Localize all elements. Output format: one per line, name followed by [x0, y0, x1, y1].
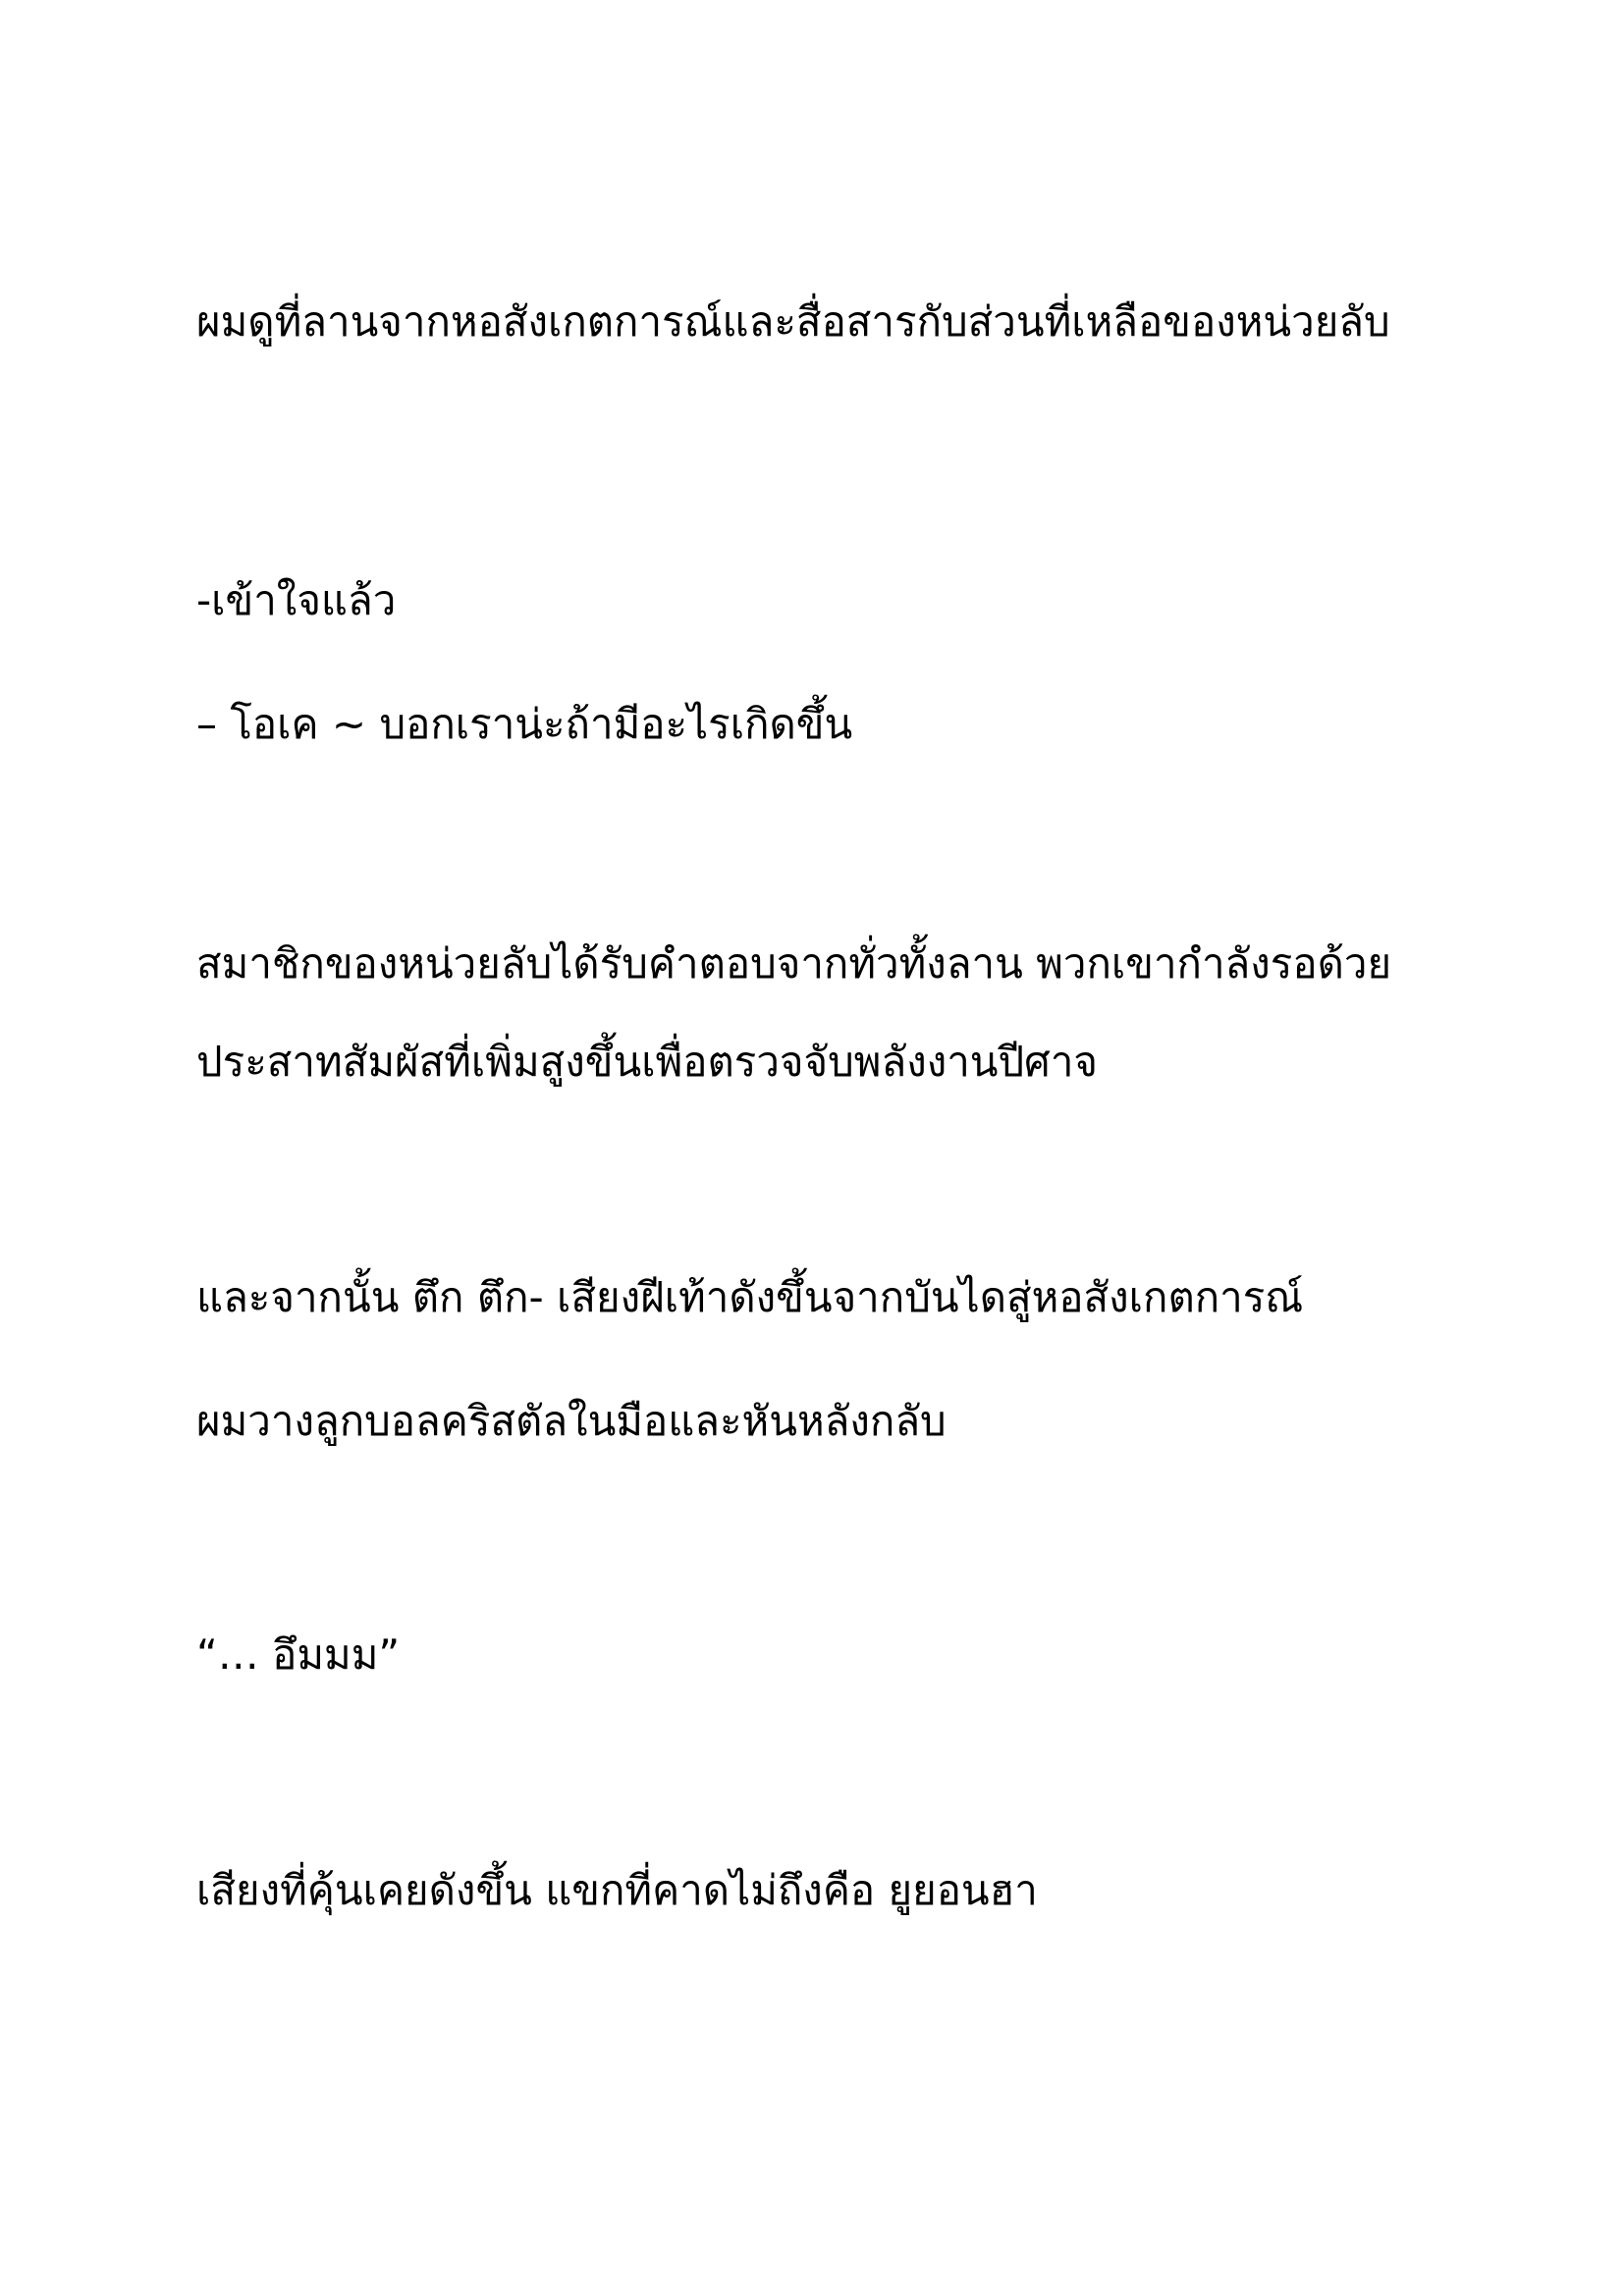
dialogue-line: – โอเค ~ บอกเราน่ะถ้ามีอะไรเกิดขึ้น [196, 700, 853, 748]
paragraph-line: ประสาทสัมผัสที่เพิ่มสูงขึ้นเพื่อตรวจจับพลังงานปีศาจ [196, 1038, 1099, 1086]
paragraph-line: ผมวางลูกบอลคริสตัลในมือและหันหลังกลับ [196, 1397, 947, 1445]
dialogue-line: -เข้าใจแล้ว [196, 576, 397, 624]
paragraph-line: สมาชิกของหน่วยลับได้รับคำตอบจากทั่วทั้งลาน พวกเขากำลังรอด้วย [196, 939, 1392, 988]
paragraph-line: ผมดูที่ลานจากหอสังเกตการณ์และสื่อสารกับส่วนที่เหลือของหน่วยลับ [196, 297, 1390, 346]
paragraph-line: เสียงที่คุ้นเคยดังขึ้น แขกที่คาดไม่ถึงคือ ยูยอนฮา [196, 1866, 1038, 1914]
paragraph-line: และจากนั้น ตึก ตึก- เสียงฝีเท้าดังขึ้นจากบันไดสู่หอสังเกตการณ์ [196, 1273, 1304, 1321]
dialogue-line: “… อึมมม” [196, 1630, 401, 1679]
